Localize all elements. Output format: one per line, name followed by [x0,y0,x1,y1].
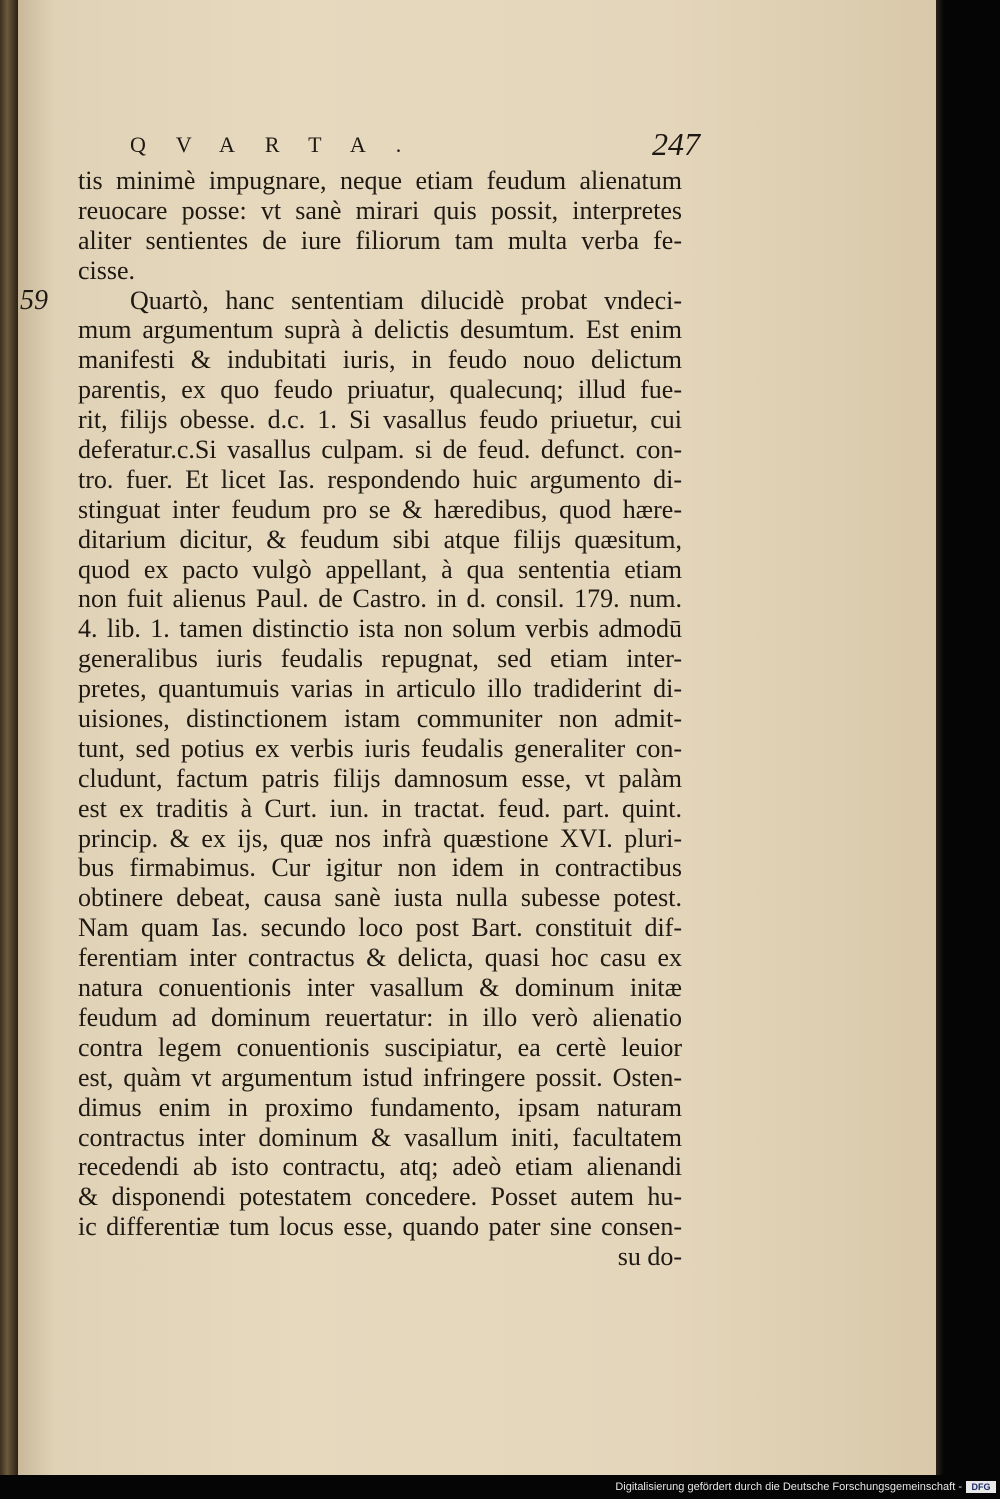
text-line: est, quàm vt argumentum istud infringere possit. Osten- [78,1062,682,1092]
text-line: ferentiam inter contractus & delicta, quasi hoc casu ex [78,943,682,973]
running-head [120,126,700,166]
text-line: Quartò, hanc sententiam dilucidè probat vndeci- [130,285,682,315]
text-line: feudum ad dominum reuertatur: in illo verò alienatio [78,1002,682,1032]
text-line: stinguat inter feudum pro se & hæredibus, quod hære- [78,494,682,524]
dfg-logo-icon: DFG [966,1481,996,1493]
margin-paragraph-number: 59 [20,285,48,316]
text-line: generalibus iuris feudalis repugnat, sed etiam inter- [78,644,682,674]
text-line: deferatur.c.Si vasallus culpam. si de feud. defunct. con- [78,435,682,465]
text-line: rit, filijs obesse. d.c. 1. Si vasallus feudo priuetur, cui [78,405,682,435]
text-line: est ex traditis à Curt. iun. in tractat. feud. part. quint. [78,793,682,823]
text-line: mum argumentum suprà à delictis desumtum. Est enim [78,315,682,345]
text-line: quod ex pacto vulgò appellant, à qua sententia etiam [78,554,682,584]
text-line: pretes, quantumuis varias in articulo illo tradiderint di- [78,674,682,704]
running-head-title: QVARTA. [130,132,432,157]
text-line: parentis, ex quo feudo priuatur, qualecunq; illud fue- [78,375,682,405]
text-line: ditarium dicitur, & feudum sibi atque filijs quæsitum, [78,524,682,554]
text-line: cisse. [78,255,136,285]
text-line: tro. fuer. Et licet Ias. respondendo huic argumento di- [78,464,682,494]
text-line: manifesti & indubitati iuris, in feudo nouo delictum [78,345,682,375]
text-line: bus firmabimus. Cur igitur non idem in contractibus [78,853,682,883]
text-line: natura conuentionis inter vasallum & dominum initæ [78,973,682,1003]
text-line: reuocare posse: vt sanè mirari quis possit, interpretes [78,195,682,225]
text-line: uisiones, distinctionem istam communiter non admit- [78,704,682,734]
text-line: tunt, sed potius ex verbis iuris feudalis generaliter con- [78,733,682,763]
text-line: 4. lib. 1. tamen distinctio ista non solum verbis admodū [78,614,682,644]
page-number: 247 [652,126,700,162]
text-line: recedendi ab isto contractu, atq; adeò etiam alienandi [78,1152,682,1182]
text-line: contractus inter dominum & vasallum initi, facultatem [78,1122,682,1152]
text-line: ic differentiæ tum locus esse, quando pater sine consen- [78,1212,682,1242]
text-line: non fuit alienus Paul. de Castro. in d. consil. 179. num. [78,584,682,614]
text-line: princip. & ex ijs, quæ nos infrà quæstione XVI. pluri- [78,823,682,853]
text-line: obtinere debeat, causa sanè iusta nulla subesse potest. [78,883,682,913]
text-line: Nam quam Ias. secundo loco post Bart. constituit dif- [78,913,682,943]
text-line: dimus enim in proximo fundamento, ipsam naturam [78,1092,682,1122]
text-line: cludunt, factum patris filijs damnosum esse, vt palàm [78,763,682,793]
text-line: contra legem conuentionis suscipiatur, ea certè leuior [78,1032,682,1062]
text-line: tis minimè impugnare, neque etiam feudum alienatum [78,166,682,195]
body-text [78,166,682,1272]
book-left-edge [0,0,18,1475]
catchword: su do- [617,1242,682,1272]
page-shadow [936,0,944,1475]
text-line: & disponendi potestatem concedere. Posset autem hu- [78,1182,682,1212]
footer-credit: Digitalisierung gefördert durch die Deutsche Forschungsgemeinschaft - [615,1481,962,1493]
text-line: aliter sentientes de iure filiorum tam multa verba fe- [78,225,682,255]
